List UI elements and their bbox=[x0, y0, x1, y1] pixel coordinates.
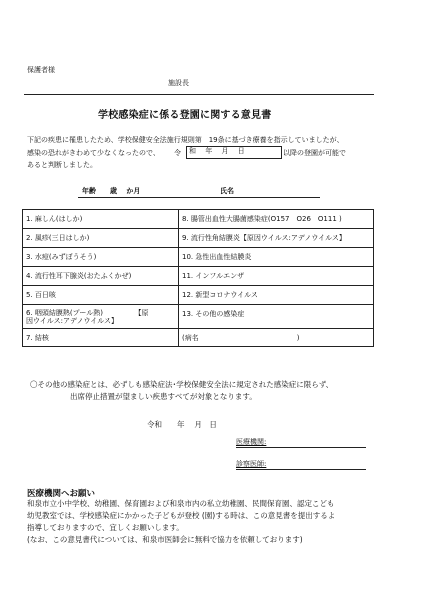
table-row bbox=[23, 248, 374, 267]
page-title: 学校感染症に係る登園に関する意見書 bbox=[98, 110, 272, 121]
disease-3: 3. 水痘(みずぼうそう) bbox=[23, 248, 179, 267]
table-row bbox=[23, 286, 374, 305]
request-line-1: 和泉市立小中学校、幼稚園、保育園および和泉市内の私立幼稚園、民間保育園、認定こども bbox=[27, 499, 335, 508]
age-label: 年齢 歳 か月 bbox=[82, 187, 141, 195]
note-line-1: 〇その他の感染症とは、必ずしも感染症法･学校保健安全法に規定された感染症に限らず、 bbox=[30, 380, 334, 389]
disease-9: 9. 流行性角結膜炎【原因ウイルス:アデノウイルス】 bbox=[179, 229, 374, 248]
request-heading: 医療機関へお願い bbox=[27, 489, 96, 499]
doctor-label: 診察医師: bbox=[236, 460, 267, 468]
date-field-text: 和 年 月 日 bbox=[189, 147, 245, 155]
request-line-2: 幼児教室では、学校感染症にかかった子どもが登校 (園)する時は、この意見書を提出するよ bbox=[27, 511, 336, 520]
disease-6 bbox=[23, 305, 179, 329]
sign-date: 令和 年 月 日 bbox=[147, 420, 217, 429]
institution-label: 医療機関: bbox=[236, 438, 267, 446]
disease-7: 7. 結核 bbox=[23, 329, 179, 347]
intro-line-2-right: 以降の登園が可能で bbox=[283, 149, 346, 157]
intro-line-1: 下記の疾患に罹患したため、学校保健安全法施行規則第 19条に基づき療養を指示していましたが、 bbox=[27, 136, 344, 144]
request-line-3: 指導しておりますので、宜しくお願いします。 bbox=[27, 523, 184, 532]
disease-6-line-2: 因ウイルス:アデノウイルス】 bbox=[26, 316, 119, 325]
header-divider bbox=[24, 94, 374, 95]
disease-2: 2. 風疹(三日はしか) bbox=[23, 229, 179, 248]
name-label: 氏名 bbox=[220, 187, 234, 195]
addressee: 保護者様 bbox=[27, 66, 55, 74]
disease-12: 12. 新型コロナウイルス bbox=[179, 286, 374, 305]
disease-11: 11. インフルエンザ bbox=[179, 267, 374, 286]
disease-13: 13. その他の感染症 bbox=[179, 305, 374, 329]
institution-field[interactable] bbox=[236, 447, 366, 448]
table-row bbox=[23, 210, 374, 229]
intro-era-prefix: 令 bbox=[174, 149, 181, 157]
intro-line-3: あると判断しました。 bbox=[27, 161, 97, 169]
disease-10: 10. 急性出血性結膜炎 bbox=[179, 248, 374, 267]
issuer: 施設長 bbox=[168, 79, 189, 87]
date-field[interactable] bbox=[186, 146, 282, 159]
table-row bbox=[23, 267, 374, 286]
disease-8: 8. 腸管出血性大腸菌感染症(O157 O26 O111 ) bbox=[179, 210, 374, 229]
request-line-4: (なお、この意見書代については、和泉市医師会に無料で協力を依頼しております) bbox=[27, 535, 303, 544]
age-name-underline bbox=[78, 197, 320, 198]
disease-5: 5. 百日咳 bbox=[23, 286, 179, 305]
disease-other-name-field[interactable]: (病名 ) bbox=[179, 329, 374, 347]
doctor-field[interactable] bbox=[236, 469, 366, 470]
table-row bbox=[23, 329, 374, 347]
table-row bbox=[23, 229, 374, 248]
disease-6-line-1: 6. 咽頭結膜熱(プール熱) 【原 bbox=[26, 308, 149, 317]
disease-4: 4. 流行性耳下腺炎(おたふくかぜ) bbox=[23, 267, 179, 286]
intro-line-2-left: 感染の恐れがきわめて少なくなったので、 bbox=[27, 149, 160, 157]
disease-1: 1. 麻しん(はしか) bbox=[23, 210, 179, 229]
table-row bbox=[23, 305, 374, 329]
note-line-2: 出席停止措置が望ましい疾患すべてが対象となります。 bbox=[70, 392, 257, 401]
disease-table bbox=[22, 209, 374, 347]
